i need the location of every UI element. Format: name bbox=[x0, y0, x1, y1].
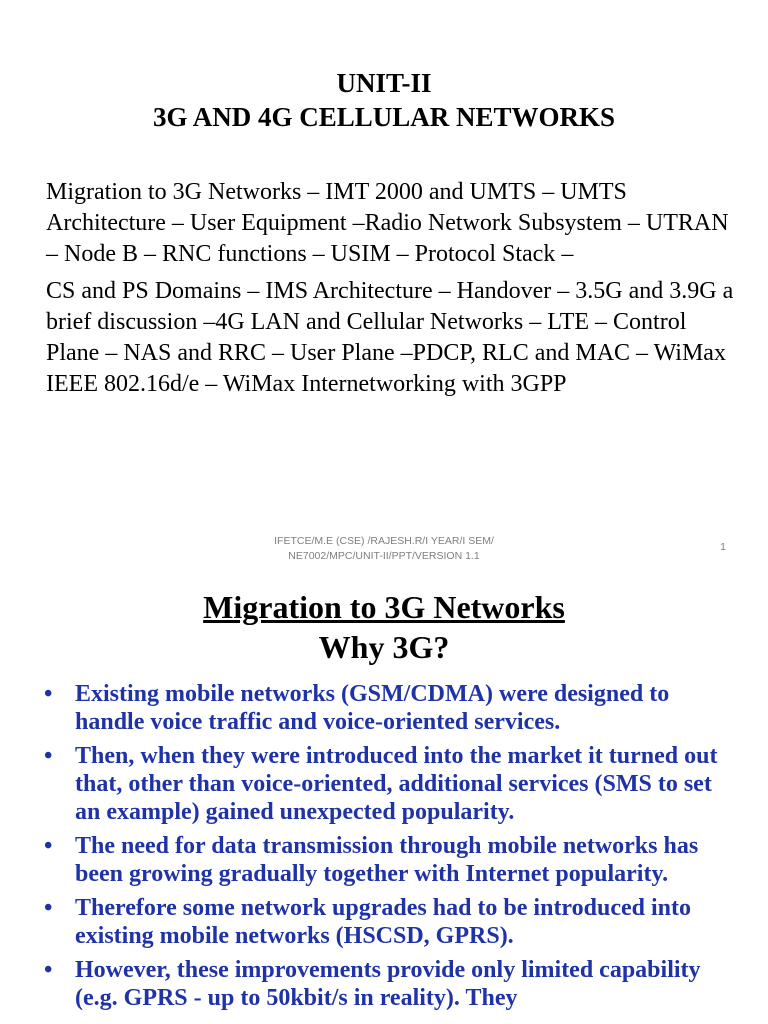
bullet-text: Existing mobile networks (GSM/CDMA) were designed to handle voice traffic and voice-oriented services. bbox=[75, 681, 670, 735]
syllabus-text bbox=[46, 177, 736, 400]
section-subheading: Why 3G? bbox=[318, 629, 450, 665]
bullet-item bbox=[44, 894, 734, 950]
bullet-text: However, these improvements provide only limited capability (e.g. GPRS - up to 50kbit/s in reality). They bbox=[75, 957, 701, 1011]
bullet-item bbox=[44, 956, 734, 1012]
bullet-dot: • bbox=[44, 957, 53, 983]
bullet-dot: • bbox=[44, 743, 53, 769]
bullet-dot: • bbox=[44, 681, 53, 707]
footer-line-1: IFETCE/M.E (CSE) /RAJESH.R/I YEAR/I SEM/ bbox=[274, 535, 494, 547]
bullet-dot: • bbox=[44, 895, 53, 921]
syllabus-paragraph-2: CS and PS Domains – IMS Architecture – Handover – 3.5G and 3.9G a brief discussion –4G LAN and Cellular Networks – LTE – Control Plane – NAS and RRC – User Plane –PDCP, RLC and MAC – WiMax IEEE 802.16d/e – WiMax Internetworking with 3GPP bbox=[46, 278, 734, 397]
slide-footer bbox=[250, 534, 518, 564]
bullet-text: Then, when they were introduced into the market it turned out that, other than voice-oriented, additional services (SMS to set an example) gained unexpected popularity. bbox=[75, 743, 718, 825]
unit-heading: UNIT-II bbox=[336, 68, 432, 98]
section-heading: Migration to 3G Networks bbox=[203, 589, 565, 625]
unit-subtitle: 3G AND 4G CELLULAR NETWORKS bbox=[152, 102, 616, 132]
syllabus-paragraph-1: Migration to 3G Networks – IMT 2000 and UMTS – UMTS Architecture – User Equipment –Radio Network Subsystem – UTRAN – Node B – RNC functions – USIM – Protocol Stack – bbox=[46, 179, 729, 267]
bullet-item bbox=[44, 680, 734, 736]
bullet-list bbox=[44, 680, 734, 1018]
slide-1-title bbox=[0, 66, 768, 134]
footer-line-2: NE7002/MPC/UNIT-II/PPT/VERSION 1.1 bbox=[288, 550, 480, 562]
slide-2-title bbox=[0, 587, 768, 667]
slide-number: 1 bbox=[720, 541, 726, 553]
slide-2 bbox=[0, 576, 768, 1024]
bullet-text: The need for data transmission through mobile networks has been growing gradually together with Internet popularity. bbox=[75, 833, 699, 887]
bullet-item bbox=[44, 832, 734, 888]
bullet-dot: • bbox=[44, 833, 53, 859]
bullet-text: Therefore some network upgrades had to be introduced into existing mobile networks (HSCSD, GPRS). bbox=[75, 895, 692, 949]
bullet-item bbox=[44, 742, 734, 826]
